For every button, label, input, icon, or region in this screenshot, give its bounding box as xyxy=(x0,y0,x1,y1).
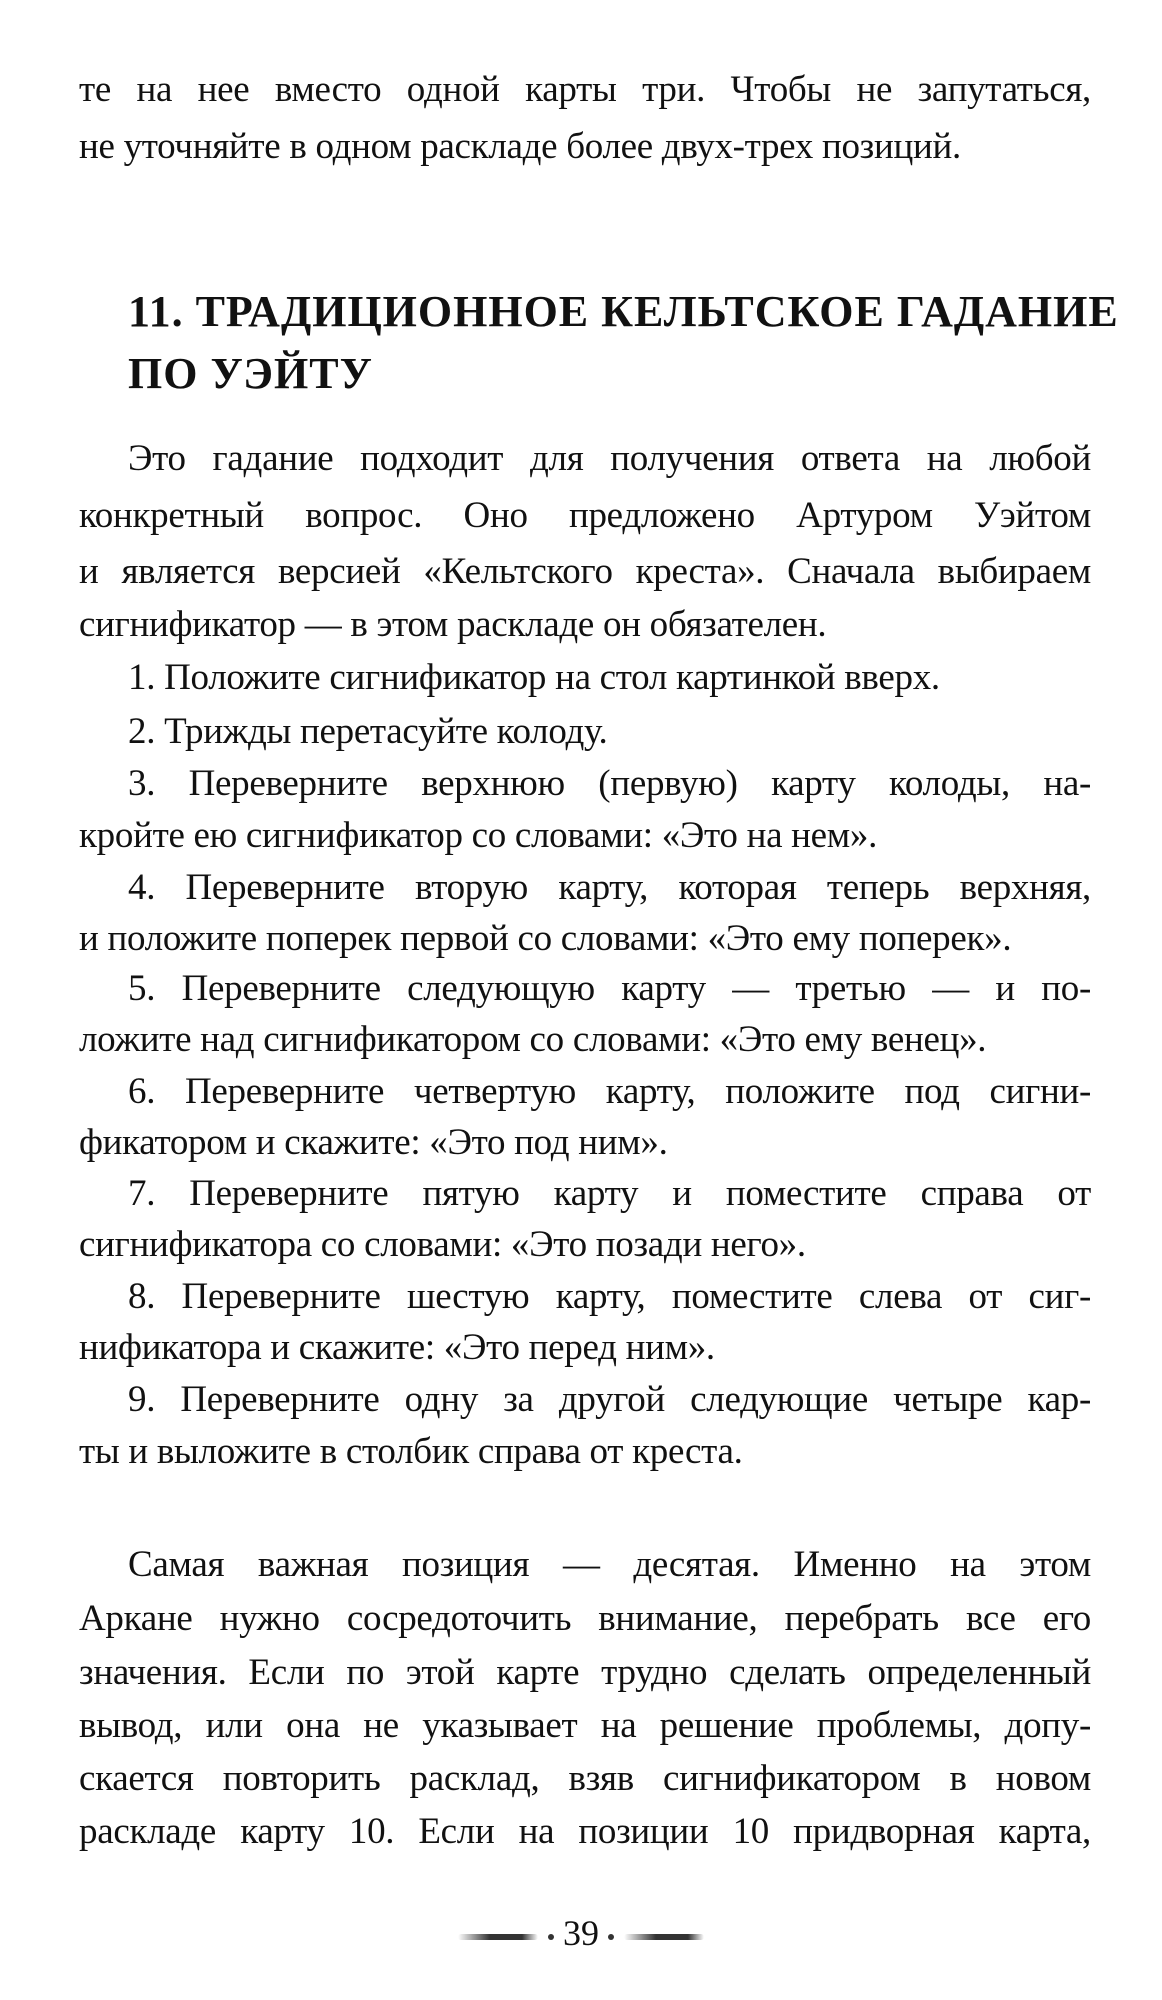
text-line: ложите над сигнификатором со словами: «Это ему венец». xyxy=(79,1019,987,1060)
section-heading: 11. ТРАДИЦИОННОЕ КЕЛЬТСКОЕ ГАДАНИЕ xyxy=(128,287,1119,336)
text-line: 8. Переверните шестую карту, поместите слева от сиг- xyxy=(128,1276,1091,1317)
ornament-left-icon xyxy=(458,1934,538,1940)
page-number: 39 xyxy=(563,1913,599,1953)
dot-icon xyxy=(548,1934,554,1940)
text-line: 3. Переверните верхнюю (первую) карту колоды, на- xyxy=(128,763,1091,804)
text-line: сигнификатор — в этом раскладе он обязателен. xyxy=(79,604,827,645)
text-line: ты и выложите в столбик справа от креста. xyxy=(79,1431,743,1472)
text-line: Аркане нужно сосредоточить внимание, перебрать все его xyxy=(79,1598,1091,1639)
text-line: те на нее вместо одной карты три. Чтобы не запутаться, xyxy=(79,69,1091,110)
text-line: скается повторить расклад, взяв сигнификатором в новом xyxy=(79,1758,1091,1799)
text-line: не уточняйте в одном раскладе более двух-трех позиций. xyxy=(79,126,961,167)
text-line: 1. Положите сигнификатор на стол картинкой вверх. xyxy=(128,657,940,698)
text-line: Самая важная позиция — десятая. Именно на этом xyxy=(128,1544,1091,1585)
text-line: вывод, или она не указывает на решение проблемы, допу- xyxy=(79,1705,1091,1746)
text-line: 5. Переверните следующую карту — третью — и по- xyxy=(128,968,1091,1009)
text-line: 6. Переверните четвертую карту, положите под сигни- xyxy=(128,1071,1091,1112)
dot-icon xyxy=(608,1934,614,1940)
text-line: Это гадание подходит для получения ответа на любой xyxy=(128,438,1091,479)
section-heading: ПО УЭЙТУ xyxy=(128,349,373,398)
text-line: значения. Если по этой карте трудно сделать определенный xyxy=(79,1652,1091,1693)
text-line: сигнификатора со словами: «Это позади него». xyxy=(79,1224,806,1265)
ornament-right-icon xyxy=(624,1934,704,1940)
text-line: и является версией «Кельтского креста». Сначала выбираем xyxy=(79,551,1091,592)
text-line: фикатором и скажите: «Это под ним». xyxy=(79,1122,668,1163)
text-line: 4. Переверните вторую карту, которая теперь верхняя, xyxy=(128,867,1091,908)
text-line: конкретный вопрос. Оно предложено Артуром Уэйтом xyxy=(79,495,1091,536)
page-footer xyxy=(0,1912,1162,1954)
text-line: 7. Переверните пятую карту и поместите справа от xyxy=(128,1173,1091,1214)
text-line: 9. Переверните одну за другой следующие четыре кар- xyxy=(128,1379,1091,1420)
text-line: нификатора и скажите: «Это перед ним». xyxy=(79,1327,715,1368)
text-line: кройте ею сигнификатор со словами: «Это на нем». xyxy=(79,815,878,856)
text-line: и положите поперек первой со словами: «Это ему поперек». xyxy=(79,918,1012,959)
text-line: 2. Трижды перетасуйте колоду. xyxy=(128,711,608,752)
text-line: раскладе карту 10. Если на позиции 10 придворная карта, xyxy=(79,1811,1091,1852)
